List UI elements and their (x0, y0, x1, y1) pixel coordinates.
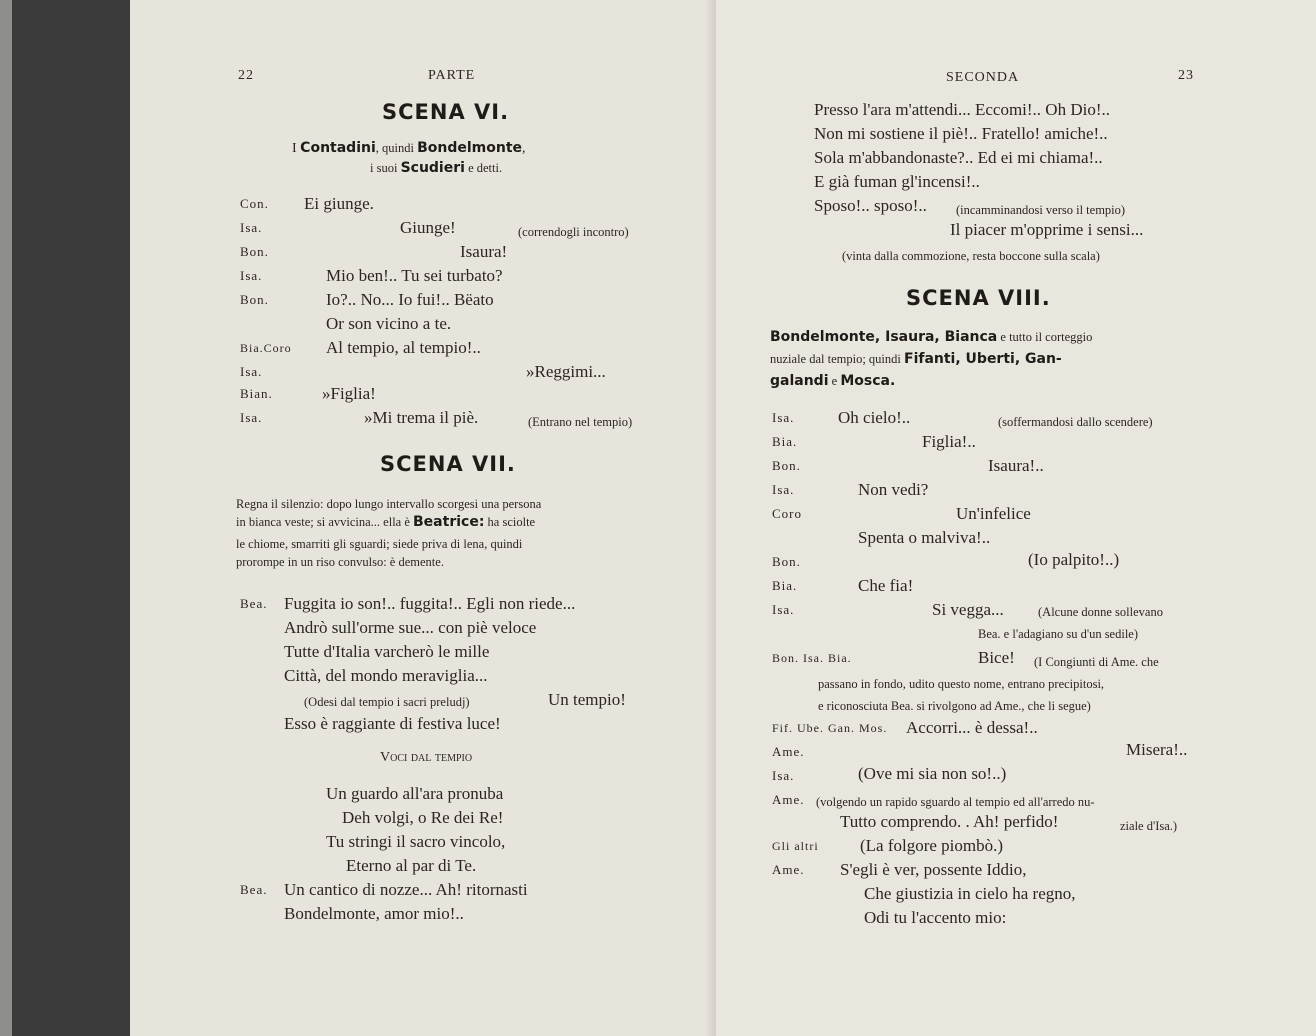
verse-line: Città, del mondo meraviglia... (284, 666, 488, 685)
verse-line: Isaura! (460, 242, 508, 261)
verse-line: »Figlia! (322, 384, 376, 403)
cast-name: galandi (770, 373, 829, 389)
scene-title: SCENA VIII. (906, 286, 1051, 310)
speaker: Isa. (772, 482, 795, 497)
verse-line: Misera!.. (1126, 740, 1188, 759)
stage-direction: (correndogli incontro) (518, 225, 629, 239)
speaker: Coro (772, 506, 802, 521)
speaker: Fif. Ube. Gan. Mos. (772, 721, 888, 735)
stage-direction: (vinta dalla commozione, resta boccone sulla scala) (842, 249, 1100, 263)
speaker: Gli altri (772, 839, 819, 853)
verse-line: Deh volgi, o Re dei Re! (342, 808, 504, 827)
verse-line: S'egli è ver, possente Iddio, (840, 860, 1027, 879)
verse-line: Che giustizia in cielo ha regno, (864, 884, 1076, 903)
speaker: Bia. (772, 434, 798, 449)
scene-description: le chiome, smarriti gli sguardi; siede priva di lena, quindi (236, 537, 523, 551)
verse-line: Giunge! (400, 218, 456, 237)
scene-description: prorompe in un riso convulso: è demente. (236, 555, 444, 569)
cast-name: Bondelmonte (417, 140, 523, 156)
verse-line: Figlia!.. (922, 432, 976, 451)
speaker: Ame. (772, 792, 805, 807)
verse-line: Un'infelice (956, 504, 1031, 523)
speaker: Con. (240, 196, 269, 211)
speaker: Bian. (240, 386, 273, 401)
speaker: Isa. (240, 410, 263, 425)
verse-line: Un tempio! (548, 690, 626, 709)
verse-line: Tu stringi il sacro vincolo, (326, 832, 506, 851)
verse-line: Io?.. No... Io fui!.. Bëato (326, 290, 494, 309)
stage-direction: passano in fondo, udito questo nome, entrano precipitosi, (818, 677, 1105, 691)
speaker: Isa. (772, 768, 795, 783)
speaker: Isa. (240, 268, 263, 283)
verse-line: Isaura!.. (988, 456, 1044, 475)
verse-line: Il piacer m'opprime i sensi... (950, 220, 1144, 239)
chorus-heading: Voci dal tempio (380, 750, 473, 765)
verse-line: Esso è raggiante di festiva luce! (284, 714, 501, 733)
verse-line: Bondelmonte, amor mio!.. (284, 904, 464, 923)
verse-line: Ei giunge. (304, 194, 374, 213)
stage-direction: (I Congiunti di Ame. che (1034, 655, 1159, 669)
verse-line: Tutte d'Italia varcherò le mille (284, 642, 490, 661)
cast-list (292, 138, 526, 159)
cast-list (770, 348, 1062, 369)
verse-line: Odi tu l'accento mio: (864, 908, 1007, 927)
cast-list (770, 370, 895, 391)
scene-title: SCENA VII. (380, 452, 516, 476)
speaker: Isa. (240, 364, 263, 379)
verse-line: Un cantico di nozze... Ah! ritornasti (284, 880, 528, 899)
speaker: Bia.Coro (240, 341, 292, 355)
stage-direction: (Odesi dal tempio i sacri preludj) (304, 695, 470, 709)
page-number: 23 (1178, 68, 1194, 83)
verse-line: Si vegga... (932, 600, 1004, 619)
cast-name: Contadini (300, 140, 376, 156)
scene-description: Regna il silenzio: dopo lungo intervallo scorgesi una persona (236, 497, 542, 511)
verse-line: Accorri... è dessa!.. (906, 718, 1038, 737)
cast-list (770, 326, 1092, 347)
speaker: Isa. (772, 602, 795, 617)
speaker: Bea. (240, 596, 268, 611)
verse-line: E già fuman gl'incensi!.. (814, 172, 980, 191)
cast-text: nuziale dal tempio; quindi (770, 352, 904, 366)
verse-line: Spenta o malviva!.. (858, 528, 991, 547)
verse-line: Presso l'ara m'attendi... Eccomi!.. Oh Dio!.. (814, 100, 1110, 119)
verse-line: Bice! (978, 648, 1015, 667)
verse-line: Sposo!.. sposo!.. (814, 196, 927, 215)
verse-line: (Io palpito!..) (1028, 550, 1120, 569)
verse-line: Non vedi? (858, 480, 929, 499)
speaker: Ame. (772, 744, 805, 759)
cast-text: , quindi (375, 141, 418, 155)
verse-line: »Mi trema il piè. (364, 408, 479, 427)
stage-direction: e riconosciuta Bea. si rivolgono ad Ame., che li segue) (818, 699, 1091, 713)
scene-title: SCENA VI. (382, 100, 510, 124)
right-page (716, 0, 1316, 1036)
speaker: Bia. (772, 578, 798, 593)
verse-line: Che fia! (858, 576, 914, 595)
cast-text: e tutto il corteggio (997, 330, 1093, 344)
speaker: Bea. (240, 882, 268, 897)
description-text: ha sciolte (484, 515, 536, 529)
verse-line: Sola m'abbandonaste?.. Ed ei mi chiama!.. (814, 148, 1103, 167)
stage-direction: (volgendo un rapido sguardo al tempio ed all'arredo nu- (816, 795, 1095, 809)
cast-text: , (522, 141, 526, 156)
cast-name: Fifanti, Uberti, Gan- (904, 351, 1062, 367)
stage-direction: ziale d'Isa.) (1120, 819, 1178, 833)
speaker: Bon. (772, 554, 801, 569)
stage-direction: (Entrano nel tempio) (528, 415, 633, 429)
verse-line: Eterno al par di Te. (346, 856, 477, 875)
cast-name: Scudieri (400, 160, 465, 176)
cast-text: e detti. (464, 161, 503, 175)
speaker: Bon. Isa. Bia. (772, 651, 852, 665)
verse-line: Andrò sull'orme sue... con piè veloce (284, 618, 537, 637)
cast-text: i suoi (370, 161, 401, 175)
running-head: SECONDA (946, 70, 1020, 85)
scene-description (236, 512, 535, 532)
speaker: Bon. (772, 458, 801, 473)
left-page (130, 0, 717, 1036)
book-cover-board (12, 0, 130, 1036)
verse-line: Oh cielo!.. (838, 408, 911, 427)
verse-line: (La folgore piombò.) (860, 836, 1004, 855)
verse-line: Al tempio, al tempio!.. (326, 338, 481, 357)
cast-name: Bondelmonte, Isaura, Bianca (770, 329, 998, 345)
page-number: 22 (238, 68, 254, 83)
stage-direction: (soffermandosi dallo scendere) (998, 415, 1153, 429)
character-name: Beatrice: (413, 514, 485, 530)
cast-text: I (292, 141, 301, 156)
speaker: Bon. (240, 244, 269, 259)
running-head: PARTE (428, 68, 476, 83)
cast-name: Mosca. (840, 373, 896, 389)
description-text: in bianca veste; si avvicina... ella è (236, 515, 414, 529)
speaker: Isa. (240, 220, 263, 235)
verse-line: Tutto comprendo. . Ah! perfido! (840, 812, 1059, 831)
verse-line: Fuggita io son!.. fuggita!.. Egli non riede... (284, 594, 576, 613)
verse-line: Or son vicino a te. (326, 314, 452, 333)
verse-line: Non mi sostiene il piè!.. Fratello! amiche!.. (814, 124, 1108, 143)
cast-text: e (828, 374, 841, 388)
cast-list (370, 158, 502, 179)
verse-line: »Reggimi... (526, 362, 606, 381)
speaker: Bon. (240, 292, 269, 307)
verse-line: (Ove mi sia non so!..) (858, 764, 1007, 783)
verse-line: Un guardo all'ara pronuba (326, 784, 504, 803)
speaker: Isa. (772, 410, 795, 425)
stage-direction: (Alcune donne sollevano (1038, 605, 1163, 619)
stage-direction: (incamminandosi verso il tempio) (956, 203, 1126, 217)
stage-direction: Bea. e l'adagiano su d'un sedile) (978, 627, 1139, 641)
verse-line: Mio ben!.. Tu sei turbato? (326, 266, 503, 285)
speaker: Ame. (772, 862, 805, 877)
